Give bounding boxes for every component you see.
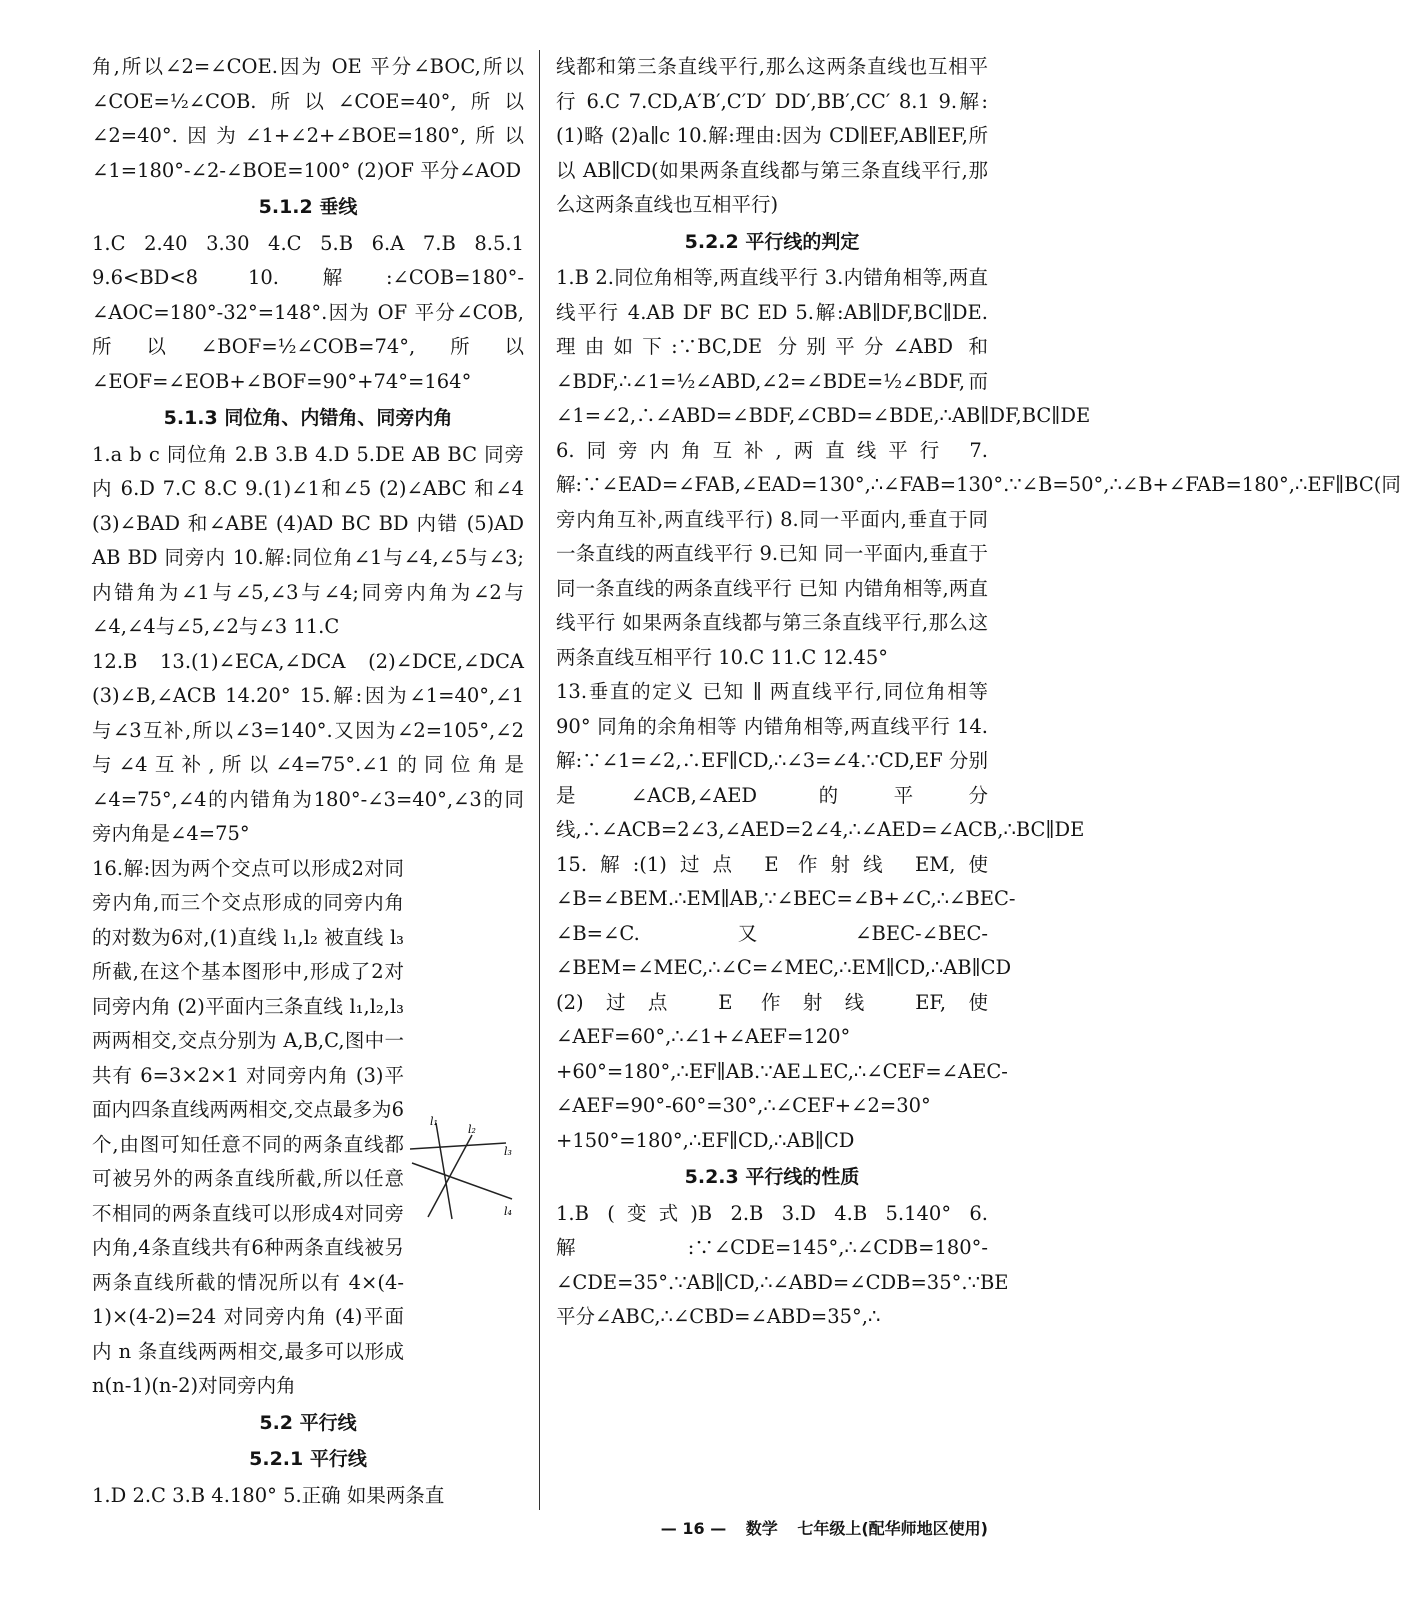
answer-paragraph: 1.C 2.40 3.30 4.C 5.B 6.A 7.B 8.5.1 9.6<BD<8 10.解:∠COB=180°-∠AOC=180°-32°=148°.因为 OF 平分∠COB,所以∠BOF=½∠COB=74°,所以∠EOF=∠EOB+∠BOF=90°+74°=164° xyxy=(92,231,524,393)
answer-paragraph: 1.B (变式)B 2.B 3.D 4.B 5.140° 6.解:∵∠CDE=145°,∴∠CDB=180°-∠CDE=35°.∵AB∥CD,∴∠ABD=∠CDB=35°.∵BE 平分∠ABC,∴∠CBD=∠ABD=35°,∴ xyxy=(556,1201,1009,1328)
section-heading: 5.2.2 平行线的判定 xyxy=(684,230,860,253)
label-l3: l₃ xyxy=(504,1145,512,1158)
section-heading: 5.1.2 垂线 xyxy=(258,196,358,218)
page-footer xyxy=(556,1516,988,1539)
answer-paragraph: 1.a b c 同位角 2.B 3.B 4.D 5.DE AB BC 同旁内 6.D 7.C 8.C 9.(1)∠1和∠5 (2)∠ABC 和∠4 (3)∠BAD 和∠ABE (4)AD BC BD 内错 (5)AD AB BD 同旁内 10.解:同位角∠1与∠4,∠5与∠3;内错角为∠1与∠5,∠3与∠4;同旁内角为∠2与∠4,∠4与∠5,∠2与∠3 11.C xyxy=(92,442,524,638)
left-column xyxy=(92,50,524,1510)
four-lines-figure xyxy=(408,1115,518,1225)
label-l4: l₄ xyxy=(504,1205,512,1218)
section-heading: 5.2.1 平行线 xyxy=(249,1448,367,1470)
column-divider xyxy=(539,50,540,1510)
subject-label: 数学 xyxy=(745,1519,778,1538)
label-l2: l₂ xyxy=(468,1123,476,1136)
answer-paragraph: 角,所以∠2=∠COE.因为 OE 平分∠BOC,所以∠COE=½∠COB.所以∠COE=40°,所以∠2=40°.因为∠1+∠2+∠BOE=180°,所以∠1=180°-∠2-∠BOE=100° (2)OF 平分∠AOD xyxy=(92,55,524,182)
grade-label: 七年级上(配华师地区使用) xyxy=(797,1519,988,1538)
line-l3 xyxy=(410,1143,506,1149)
answer-paragraph: 13.垂直的定义 已知 ∥ 两直线平行,同位角相等 90° 同角的余角相等 内错角相等,两直线平行 14.解:∵∠1=∠2,∴EF∥CD,∴∠3=∠4.∵CD,EF 分别是∠ACB,∠AED 的平分线,∴∠ACB=2∠3,∠AED=2∠4,∴∠AED=∠ACB,∴BC∥DE 15.解:(1)过点 E 作射线 EM,使∠B=∠BEM.∴EM∥AB,∵∠BEC=∠B+∠C,∴∠BEC-∠B=∠C.又∠BEC-∠BEC-∠BEM=∠MEC,∴∠C=∠MEC,∴EM∥CD,∴AB∥CD (2)过点 E 作射线 EF,使∠AEF=60°,∴∠1+∠AEF=120°+60°=180°,∴EF∥AB.∵AE⊥EC,∴∠CEF=∠AEC-∠AEF=90°-60°=30°,∴∠CEF+∠2=30°+150°=180°,∴EF∥CD,∴AB∥CD xyxy=(556,680,1085,1152)
section-heading: 5.1.3 同位角、内错角、同旁内角 xyxy=(163,407,453,429)
label-l1: l₁ xyxy=(430,1115,438,1128)
line-l1 xyxy=(436,1123,452,1219)
answer-paragraph: 1.D 2.C 3.B 4.180° 5.正确 如果两条直 xyxy=(92,1483,445,1507)
answer-paragraph: 12.B 13.(1)∠ECA,∠DCA (2)∠DCE,∠DCA (3)∠B,∠ACB 14.20° 15.解:因为∠1=40°,∠1与∠3互补,所以∠3=140°.又因为∠2=105°,∠2与∠4互补,所以∠4=75°.∠1的同位角是∠4=75°,∠4的内错角为180°-∠3=40°,∠3的同旁内角是∠4=75° xyxy=(92,649,524,845)
section-heading: 5.2.3 平行线的性质 xyxy=(684,1166,860,1188)
page-number: — 16 — xyxy=(660,1519,727,1538)
line-l4 xyxy=(412,1163,512,1199)
answer-paragraph: 16.解:因为两个交点可以形成2对同旁内角,而三个交点形成的同旁内角的对数为6对,(1)直线 l₁,l₂ 被直线 l₃ 所截,在这个基本图形中,形成了2对同旁内角 (2)平面内三条直线 l₁,l₂,l₃ 两两相交,交点分别为 A,B,C,图中一共有 6=3×2×1 对同旁内角 (3)平面内四条直线两两相交,交点最多为6个,由图可知任意不同的两条直线都可被另外的两条直线所截,所以任意不相同的两条直线可以形成4对同旁内角,4条直线共有6种两条直线被另两条直线所截的情况所以有 4×(4-1)×(4-2)=24 对同旁内角 (4)平面内 n 条直线两两相交,最多可以形成 n(n-1)(n-2)对同旁内角 xyxy=(92,856,404,1397)
answer-paragraph: 1.B 2.同位角相等,两直线平行 3.内错角相等,两直线平行 4.AB DF BC ED 5.解:AB∥DF,BC∥DE.理由如下:∵BC,DE 分别平分∠ABD 和∠BDF,∴∠1=½∠ABD,∠2=∠BDE=½∠BDF,而∠1=∠2,∴∠ABD=∠BDF,∠CBD=∠BDE,∴AB∥DF,BC∥DE 6.同旁内角互补,两直线平行 7.解:∵∠EAD=∠FAB,∠EAD=130°,∴∠FAB=130°.∵∠B=50°,∴∠B+∠FAB=180°,∴EF∥BC(同旁内角互补,两直线平行) 8.同一平面内,垂直于同一条直线的两直线平行 9.已知 同一平面内,垂直于同一条直线的两条直线平行 已知 内错角相等,两直线平行 如果两条直线都与第三条直线平行,那么这两条直线互相平行 10.C 11.C 12.45° xyxy=(556,266,1401,669)
right-column xyxy=(556,50,1401,1510)
answer-paragraph: 线都和第三条直线平行,那么这两条直线也互相平行 6.C 7.CD,A′B′,C′D′ DD′,BB′,CC′ 8.1 9.解:(1)略 (2)a∥c 10.解:理由:因为 CD∥EF,AB∥EF,所以 AB∥CD(如果两条直线都与第三条直线平行,那么这两条直线也互相平行) xyxy=(556,55,988,216)
section-heading: 5.2 平行线 xyxy=(259,1411,357,1434)
